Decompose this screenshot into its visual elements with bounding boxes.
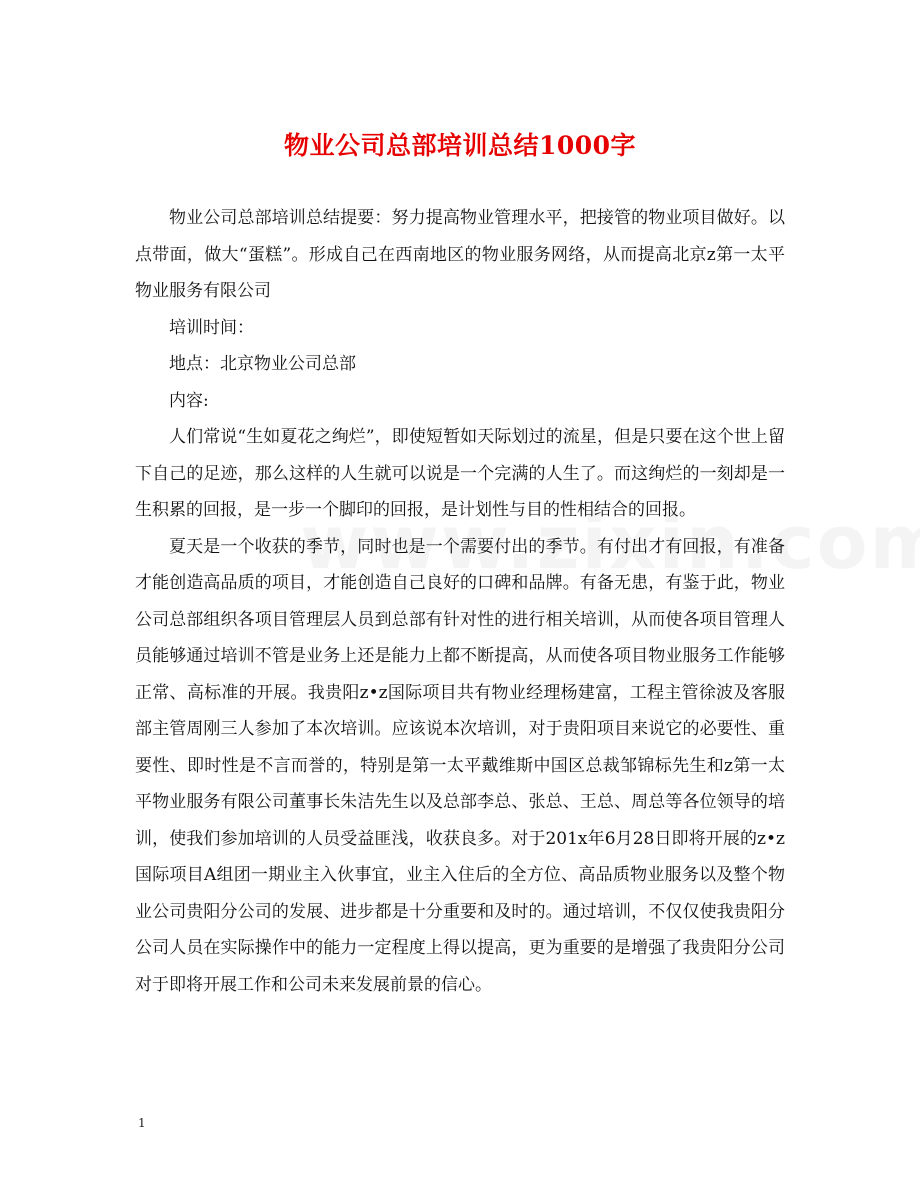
paragraph-training-time: 培训时间： (169, 317, 254, 338)
paragraph-location: 地点：北京物业公司总部 (169, 354, 356, 374)
document-title: 物业公司总部培训总结1000字 (283, 131, 637, 160)
paragraph-summary: 物业公司总部培训总结提要：努力提高物业管理水平，把接管的物业项目做好。以点带面，做大“蛋糕”。形成自己在西南地区的物业服务网络，从而提高北京z第一太平物业服务有限公司 (135, 208, 785, 301)
paragraph-training-details: 夏天是一个收获的季节，同时也是一个需要付出的季节。有付出才有回报，有准备才能创造高品质的项目，才能创造自己良好的口碑和品牌。有备无患，有鉴于此，物业公司总部组织各项目管理层人员到总部有针对性的进行相关培训，从而使各项目管理人员能够通过培训不管是业务上还是能力上都不断提高，从而使各项目物业服务工作能够正常、高标准的开展。我贵阳z•z国际项目共有物业经理杨建富，工程主管徐波及客服部主管周刚三人参加了本次培训。应该说本次培训，对于贵阳项目来说它的必要性、重要性、即时性是不言而誉的，特别是第一太平戴维斯中国区总裁邹锦标先生和z第一太平物业服务有限公司董事长朱洁先生以及总部李总、张总、王总、周总等各位领导的培训，使我们参加培训的人员受益匪浅，收获良多。对于201x年6月28日即将开展的z•z国际项目A组团一期业主入伙事宜，业主入住后的全方位、高品质物业服务以及整个物业公司贵阳分公司的发展、进步都是十分重要和及时的。通过培训，不仅仅使我贵阳分公司人员在实际操作中的能力一定程度上得以提高，更为重要的是增强了我贵阳分公司对于即将开展工作和公司未来发展前景的信心。 (135, 536, 785, 995)
paragraph-summer-flowers: 人们常说“生如夏花之绚烂”，即使短暂如天际划过的流星，但是只要在这个世上留下自己的足迹，那么这样的人生就可以说是一个完满的人生了。而这绚烂的一刻却是一生积累的回报，是一步一个脚印的回报，是计划性与目的性相结合的回报。 (135, 427, 785, 520)
document-body (135, 200, 785, 1003)
paragraph-content-label: 内容: (169, 390, 209, 411)
page-number: 1 (138, 1116, 146, 1130)
